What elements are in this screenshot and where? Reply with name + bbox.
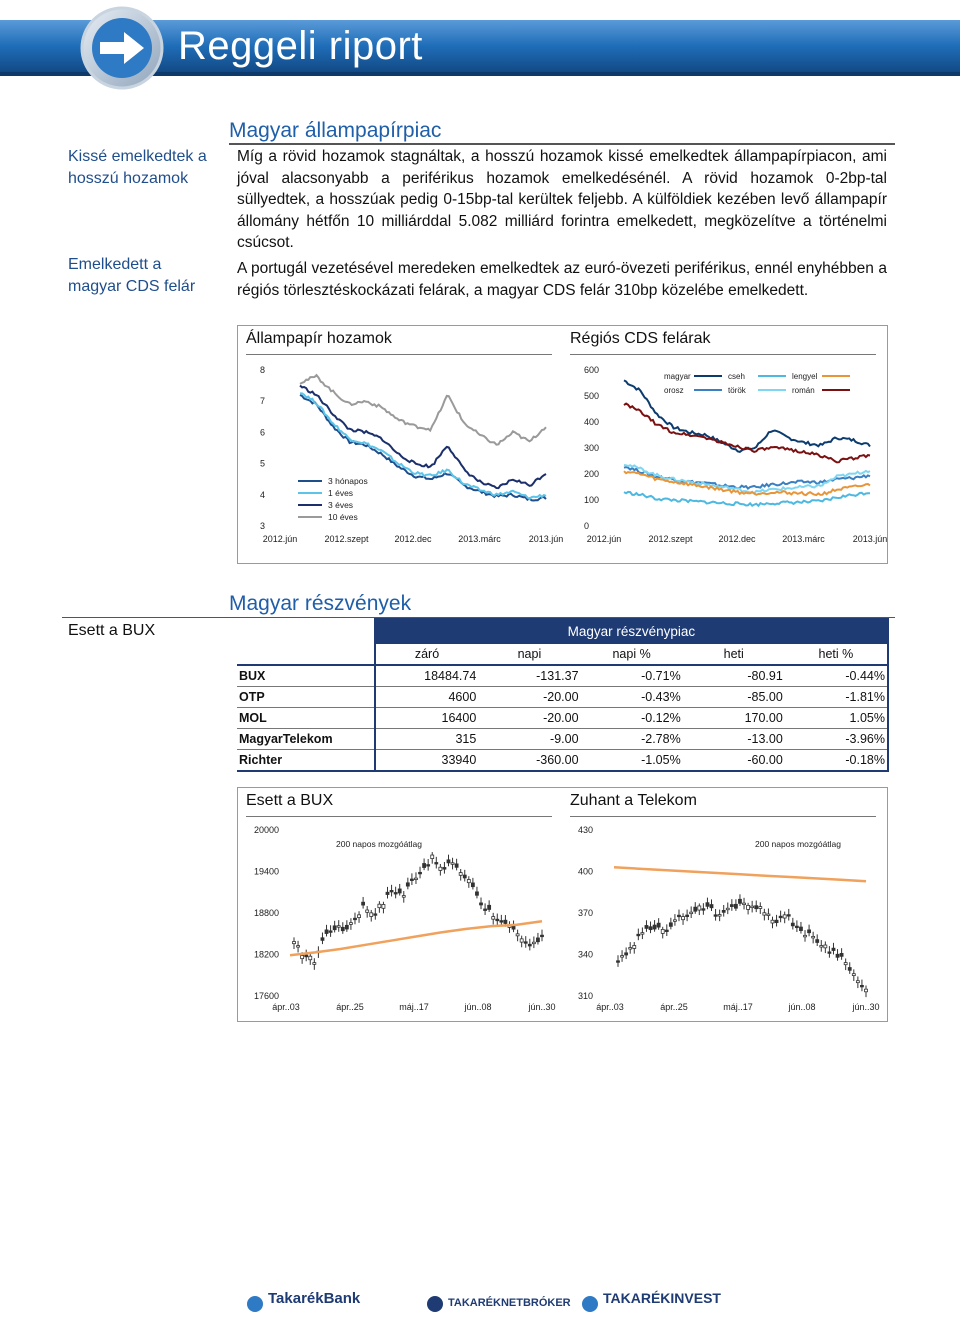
candle-body: [455, 864, 458, 867]
candle-body: [661, 929, 664, 933]
candle-body: [362, 902, 365, 905]
takarekbank-logo-icon: [247, 1296, 263, 1312]
y-tick-label: 6: [260, 427, 266, 438]
candle-body: [435, 862, 438, 864]
candle-body: [698, 906, 701, 910]
x-tick-label: máj..17: [723, 1002, 753, 1012]
y-tick-label: 340: [578, 949, 594, 960]
candle-body: [633, 945, 636, 948]
legend-label: lengyel: [792, 372, 818, 381]
x-tick-label: 2012.szept: [648, 534, 693, 544]
candle-body: [844, 963, 847, 965]
candle-body: [480, 903, 483, 905]
table-header-cell: napi %: [581, 643, 683, 665]
chart-title-cds: Régiós CDS felárak: [570, 330, 711, 347]
candle-body: [500, 921, 503, 923]
candle-body: [759, 907, 762, 909]
candle-body: [828, 952, 831, 954]
candle-body: [767, 914, 770, 916]
y-tick-label: 200: [584, 469, 600, 479]
section-title-stocks: Magyar részvények: [229, 592, 412, 615]
candle-body: [836, 954, 839, 957]
paragraph-yields: Míg a rövid hozamok stagnáltak, a hosszú hozamok kissé emelkedtek állampapírpiacon, ami jóval alacsonyabb a periférikus hozamok emelkedésénél. A rövid hozamok 0-2bp-tal süllyedtek, a hosszúak pedig 0-15bp-tal kerültek feljebb. A külföldiek kezében levő állampapír állomány hétfőn 10 milliárddal 5.082 milliárd forintra emelkedett, megközelítve a történelmi csúcsot.: [237, 148, 887, 251]
candle-body: [293, 942, 296, 944]
candle-body: [459, 873, 462, 876]
candle-body: [358, 915, 361, 918]
candle-body: [714, 915, 717, 917]
candle-body: [439, 867, 442, 870]
candle-body: [783, 915, 786, 918]
candle-body: [419, 872, 422, 874]
candle-body: [730, 905, 733, 907]
y-tick-label: 3: [260, 521, 266, 531]
footer-logo-invest: TAKARÉKINVEST: [603, 1290, 721, 1306]
table-cell: -0.18%: [785, 750, 888, 772]
candle-body: [427, 865, 430, 867]
x-tick-label: 2012.szept: [324, 534, 369, 544]
y-tick-label: 7: [260, 396, 266, 407]
moving-average-line: [614, 867, 866, 881]
candle-body: [808, 930, 811, 933]
legend-label: cseh: [728, 372, 745, 381]
series-line-2: [624, 492, 870, 506]
candle-body: [382, 904, 385, 908]
candle-body: [394, 893, 397, 895]
candle-body: [747, 905, 750, 909]
table-cell: -1.81%: [785, 687, 888, 708]
candle-body: [856, 981, 859, 983]
candle-body: [743, 903, 746, 905]
candle-body: [488, 905, 491, 909]
candle-body: [492, 917, 495, 920]
candle-body: [637, 934, 640, 936]
cds-chart: [570, 358, 888, 556]
candle-body: [665, 930, 668, 932]
candle-body: [467, 880, 470, 883]
candle-body: [629, 948, 632, 950]
candle-body: [536, 938, 539, 942]
chart-title-yields: Állampapír hozamok: [246, 330, 392, 347]
arrow-circle-logo-icon: [78, 4, 170, 92]
y-tick-label: 300: [584, 443, 600, 453]
table-cell: -1.05%: [581, 750, 683, 772]
table-cell: -0.44%: [785, 665, 888, 687]
section-divider: [229, 143, 895, 145]
table-row: [237, 708, 888, 729]
candle-body: [617, 961, 620, 963]
table-cell-name: MOL: [237, 708, 375, 729]
candle-body: [706, 903, 709, 907]
candle-body: [751, 906, 754, 908]
series-line-1: [624, 467, 870, 489]
takarek-invest-logo-icon: [582, 1296, 598, 1312]
table-cell: -60.00: [683, 750, 785, 772]
x-tick-label: jún..30: [528, 1002, 556, 1012]
candle-body: [860, 985, 863, 987]
candle-body: [718, 915, 721, 917]
x-tick-label: 2013.jún: [852, 534, 888, 544]
x-tick-label: 2013.márc: [458, 534, 501, 544]
candle-body: [621, 956, 624, 958]
side-note-cds: Emelkedett a magyar CDS felár: [68, 256, 196, 295]
y-tick-label: 400: [578, 866, 594, 877]
candle-body: [410, 879, 413, 881]
candle-body: [677, 915, 680, 917]
candle-body: [313, 963, 316, 965]
table-header-cell: [237, 643, 375, 665]
candle-body: [398, 889, 401, 893]
table-cell-name: BUX: [237, 665, 375, 687]
legend-label: 3 éves: [328, 500, 354, 510]
candle-body: [349, 923, 352, 925]
candle-body: [528, 944, 531, 946]
x-tick-label: jún..30: [852, 1002, 880, 1012]
y-tick-label: 0: [584, 521, 590, 531]
table-cell-name: Richter: [237, 750, 375, 772]
x-tick-label: 2012.dec: [718, 534, 756, 544]
candle-body: [325, 930, 328, 934]
candle-body: [366, 910, 369, 912]
stock-table-title: Magyar részvénypiac: [375, 619, 888, 643]
candle-body: [378, 904, 381, 907]
table-cell: -20.00: [478, 708, 580, 729]
candle-body: [423, 864, 426, 868]
candle-body: [541, 935, 544, 937]
table-cell: -0.71%: [581, 665, 683, 687]
candle-body: [702, 909, 705, 911]
table-cell: -2.78%: [581, 729, 683, 750]
candle-body: [309, 956, 312, 960]
candle-body: [690, 912, 693, 914]
table-cell: 1.05%: [785, 708, 888, 729]
candle-body: [301, 955, 304, 958]
candle-body: [345, 925, 348, 929]
candle-body: [824, 945, 827, 948]
candle-body: [329, 931, 332, 933]
candle-body: [726, 908, 729, 910]
candle-body: [305, 955, 308, 957]
candle-body: [471, 883, 474, 887]
candle-body: [496, 919, 499, 921]
candle-body: [763, 913, 766, 915]
candle-body: [645, 925, 648, 928]
table-cell: 16400: [375, 708, 479, 729]
candle-body: [337, 926, 340, 928]
candle-body: [775, 920, 778, 922]
chart-title-underline: [570, 816, 876, 817]
legend-label: magyar: [664, 372, 691, 381]
candle-body: [504, 920, 507, 923]
yields-chart: [246, 358, 564, 556]
series-line-3: [300, 375, 546, 445]
x-tick-label: 2013.márc: [782, 534, 825, 544]
candle-body: [451, 863, 454, 865]
report-title: Reggeli riport: [178, 24, 423, 68]
candle-body: [799, 927, 802, 931]
table-cell: -20.00: [478, 687, 580, 708]
candle-body: [832, 948, 835, 950]
table-cell: -131.37: [478, 665, 580, 687]
candle-body: [625, 953, 628, 955]
takarek-netbroker-logo-icon: [427, 1296, 443, 1312]
table-cell: -85.00: [683, 687, 785, 708]
section-title-bonds: Magyar állampapírpiac: [229, 119, 442, 142]
x-tick-label: máj..17: [399, 1002, 429, 1012]
x-tick-label: ápr..25: [660, 1002, 688, 1012]
x-tick-label: 2012.jún: [586, 534, 622, 544]
candle-body: [795, 926, 798, 928]
x-tick-label: jún..08: [464, 1002, 492, 1012]
candle-body: [657, 923, 660, 927]
footer-logo-netbroker: TAKARÉKNETBRÓKER: [448, 1297, 571, 1309]
paragraph-cds: A portugál vezetésével meredeken emelkedtek az euró-övezeti periférikus, ennél enyhébben a régiós törlesztéskockázati felárak, a magyar CDS felár 310bp közelébe emelkedett.: [237, 260, 887, 299]
candle-body: [532, 942, 535, 944]
legend-label: török: [728, 386, 746, 395]
y-tick-label: 17600: [254, 991, 280, 1001]
table-header-cell: heti %: [785, 643, 888, 665]
candle-body: [406, 883, 409, 886]
table-header-cell: napi: [478, 643, 580, 665]
y-tick-label: 430: [578, 825, 594, 835]
bux-chart: [246, 820, 556, 1016]
candle-body: [463, 875, 466, 878]
table-cell: -80.91: [683, 665, 785, 687]
footer-logo-takarekbank: TakarékBank: [268, 1290, 361, 1307]
table-row: [237, 750, 888, 772]
candle-body: [414, 878, 417, 880]
candle-body: [791, 923, 794, 926]
candle-body: [840, 953, 843, 956]
table-corner: [237, 619, 375, 643]
candle-body: [653, 925, 656, 929]
candle-body: [484, 909, 487, 911]
table-cell: -360.00: [478, 750, 580, 772]
chart-title-underline: [246, 816, 552, 817]
table-cell: 315: [375, 729, 479, 750]
candle-body: [779, 916, 782, 918]
candle-body: [738, 899, 741, 903]
y-tick-label: 4: [260, 489, 266, 500]
y-tick-label: 500: [584, 391, 600, 401]
candle-body: [520, 939, 523, 942]
candle-body: [787, 915, 790, 917]
annotation-label: 200 napos mozgóátlag: [336, 839, 423, 849]
y-tick-label: 400: [584, 417, 600, 427]
candle-body: [734, 904, 737, 908]
annotation-label: 200 napos mozgóátlag: [755, 839, 842, 849]
table-header-cell: heti: [683, 643, 785, 665]
side-note-bux: Esett a BUX: [68, 622, 156, 639]
x-tick-label: ápr..25: [336, 1002, 364, 1012]
report-header: [0, 0, 960, 95]
x-tick-label: jún..08: [788, 1002, 816, 1012]
candle-body: [816, 940, 819, 943]
table-cell: 33940: [375, 750, 479, 772]
telekom-chart: [570, 820, 880, 1016]
y-tick-label: 100: [584, 495, 600, 505]
x-tick-label: ápr..03: [272, 1002, 300, 1012]
candle-body: [852, 974, 855, 976]
candle-body: [475, 892, 478, 895]
chart-title-telekom: Zuhant a Telekom: [570, 792, 697, 809]
legend-label: 1 éves: [328, 488, 354, 498]
table-cell: 4600: [375, 687, 479, 708]
moving-average-line: [290, 921, 542, 955]
side-note-yields: Kissé emelkedtek a hosszú hozamok: [68, 148, 207, 187]
candle-body: [386, 892, 389, 894]
legend-label: 3 hónapos: [328, 476, 368, 486]
x-tick-label: ápr..03: [596, 1002, 624, 1012]
candle-body: [820, 946, 823, 948]
candle-body: [694, 907, 697, 911]
candle-body: [402, 896, 405, 898]
candle-body: [865, 989, 868, 992]
table-header-row: [237, 643, 888, 665]
candle-body: [673, 920, 676, 922]
x-tick-label: 2013.jún: [528, 534, 564, 544]
candle-body: [374, 914, 377, 916]
y-tick-label: 20000: [254, 825, 280, 835]
table-cell: -0.12%: [581, 708, 683, 729]
candle-body: [524, 942, 527, 944]
table-cell: -0.43%: [581, 687, 683, 708]
candle-body: [333, 926, 336, 930]
series-line-5: [624, 404, 870, 463]
candle-body: [641, 933, 644, 935]
chart-title-underline: [246, 354, 552, 355]
candle-body: [370, 913, 373, 917]
y-tick-label: 18200: [254, 949, 280, 960]
y-tick-label: 19400: [254, 866, 280, 877]
x-tick-label: 2012.jún: [262, 534, 298, 544]
y-tick-label: 600: [584, 365, 600, 375]
candle-body: [353, 918, 356, 920]
x-tick-label: 2012.dec: [394, 534, 432, 544]
table-row: [237, 729, 888, 750]
candle-body: [443, 867, 446, 869]
table-row: [237, 665, 888, 687]
candle-body: [649, 927, 652, 930]
candle-body: [686, 915, 689, 917]
legend-label: orosz: [664, 386, 684, 395]
legend-label: román: [792, 386, 815, 395]
y-tick-label: 310: [578, 991, 594, 1001]
table-cell-name: OTP: [237, 687, 375, 708]
legend-label: 10 éves: [328, 512, 358, 522]
table-cell: -3.96%: [785, 729, 888, 750]
chart-title-underline: [570, 354, 876, 355]
candle-body: [447, 860, 450, 863]
candle-body: [431, 855, 434, 859]
table-cell: 18484.74: [375, 665, 479, 687]
candle-body: [297, 946, 300, 948]
candle-body: [516, 934, 519, 936]
table-cell: -9.00: [478, 729, 580, 750]
y-tick-label: 18800: [254, 908, 280, 918]
chart-title-bux: Esett a BUX: [246, 792, 334, 809]
table-cell: -13.00: [683, 729, 785, 750]
candle-body: [710, 905, 713, 908]
table-cell: 170.00: [683, 708, 785, 729]
table-row: [237, 687, 888, 708]
candle-body: [341, 927, 344, 930]
candle-body: [804, 935, 807, 937]
table-cell-name: MagyarTelekom: [237, 729, 375, 750]
candle-body: [812, 936, 815, 938]
y-tick-label: 370: [578, 908, 594, 918]
candle-body: [755, 906, 758, 909]
stock-table: [237, 618, 889, 772]
candle-body: [771, 920, 774, 923]
y-tick-label: 5: [260, 458, 266, 469]
series-line-0: [624, 380, 870, 452]
candle-body: [669, 923, 672, 927]
candle-body: [848, 968, 851, 971]
candle-body: [682, 917, 685, 920]
candle-body: [722, 910, 725, 912]
candle-body: [321, 938, 324, 941]
y-tick-label: 8: [260, 365, 266, 375]
table-header-cell: záró: [375, 643, 479, 665]
candle-body: [390, 890, 393, 892]
